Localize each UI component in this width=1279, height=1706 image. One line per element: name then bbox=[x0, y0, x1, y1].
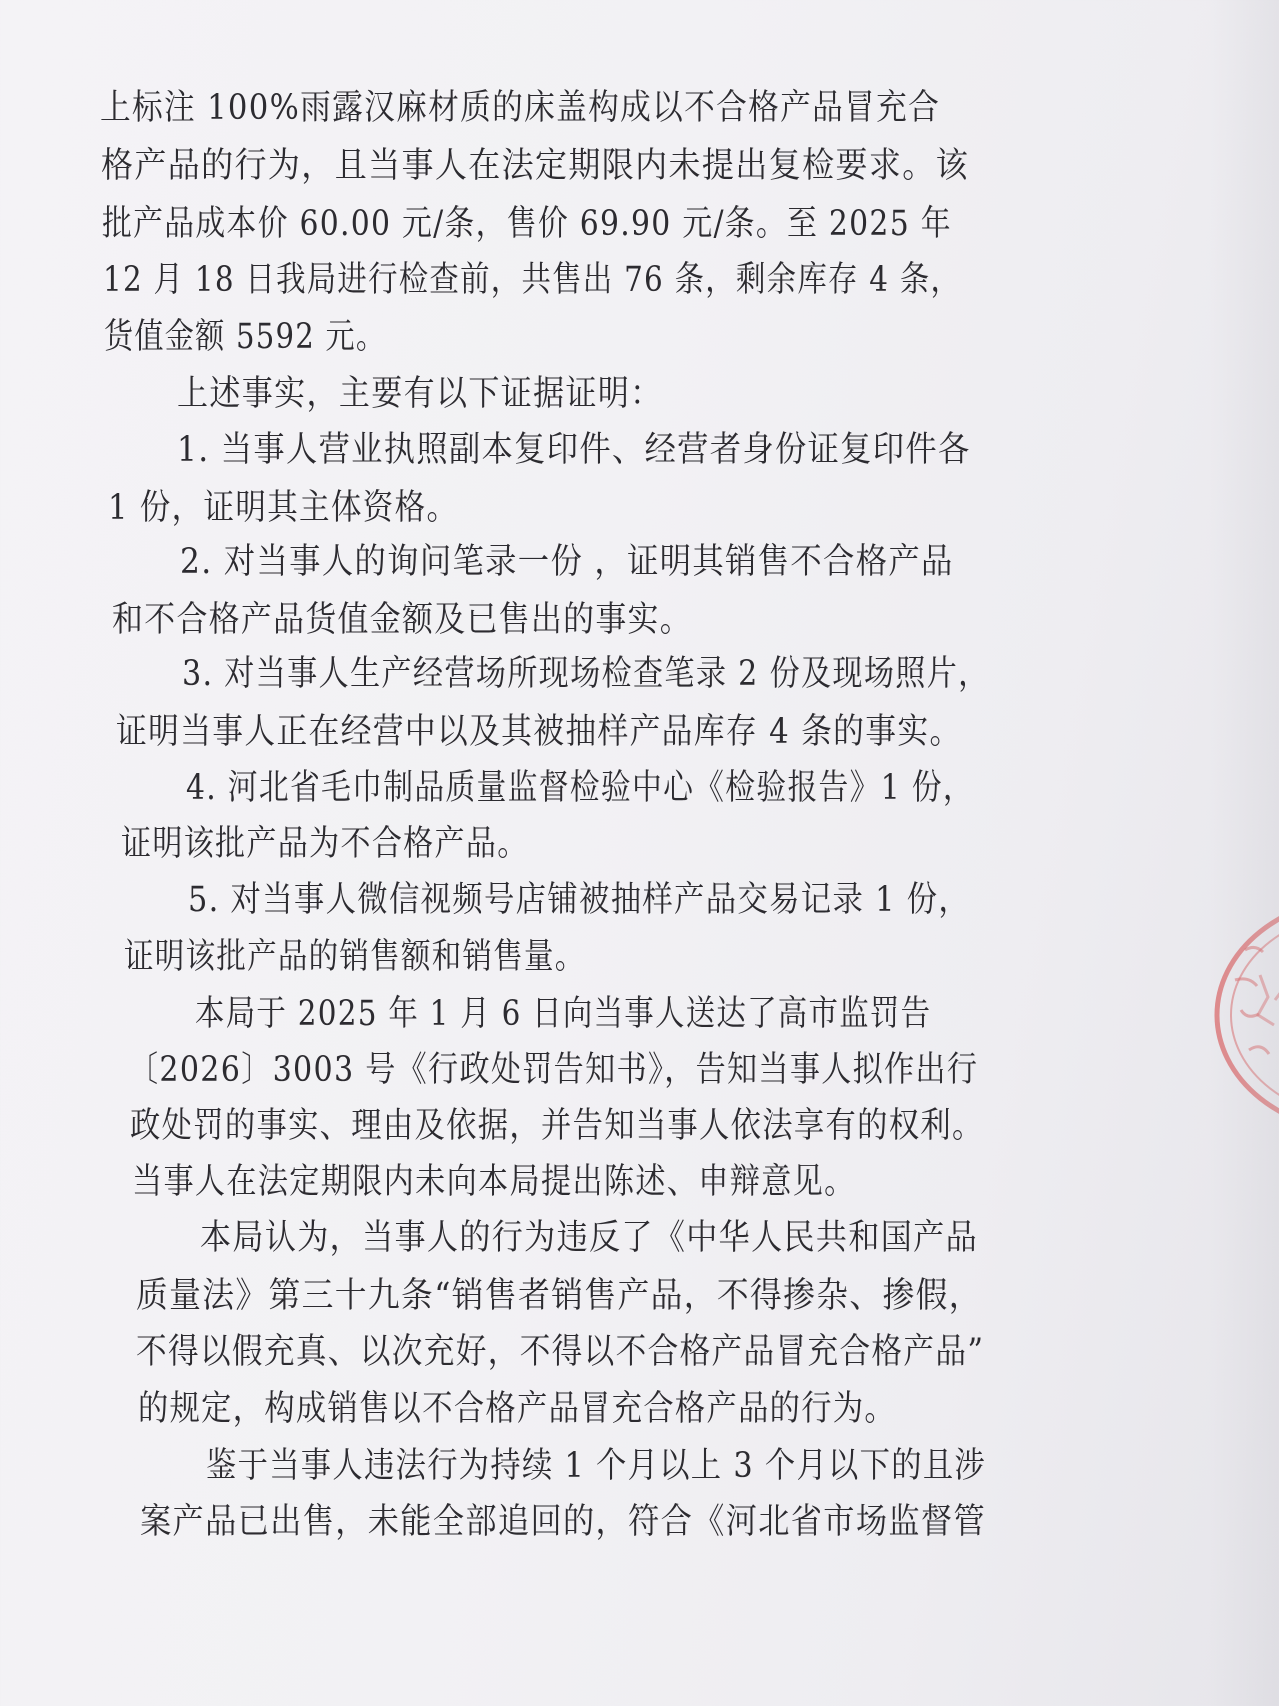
text-line: 1. 当事人营业执照副本复印件、经营者身份证复印件各 bbox=[177, 430, 971, 470]
text-line: 上标注 100%雨露汉麻材质的床盖构成以不合格产品冒充合 bbox=[100, 88, 941, 128]
text-line: 2. 对当事人的询问笔录一份 ，证明其销售不合格产品 bbox=[180, 542, 954, 582]
text-line: 证明该批产品为不合格产品。 bbox=[121, 824, 529, 864]
text-line: 上述事实，主要有以下证据证明： bbox=[177, 374, 663, 414]
text-line: 1 份，证明其主体资格。 bbox=[108, 488, 459, 528]
text-line: 当事人在法定期限内未向本局提出陈述、申辩意见。 bbox=[132, 1162, 856, 1202]
text-line: 证明该批产品的销售额和销售量。 bbox=[124, 937, 586, 977]
text-line: 〔2026〕3003 号《行政处罚告知书》，告知当事人拟作出行 bbox=[128, 1050, 979, 1090]
official-seal-icon bbox=[1205, 880, 1279, 1150]
text-line: 批产品成本价 60.00 元/条，售价 69.90 元/条。至 2025 年 bbox=[102, 204, 952, 244]
text-line: 3. 对当事人生产经营场所现场检查笔录 2 份及现场照片， bbox=[182, 654, 990, 694]
text-line: 5. 对当事人微信视频号店铺被抽样产品交易记录 1 份， bbox=[188, 880, 971, 920]
text-line: 和不合格产品货值金额及已售出的事实。 bbox=[112, 600, 693, 640]
text-line: 案产品已出售，未能全部追回的，符合《河北省市场监督管 bbox=[140, 1502, 987, 1542]
text-line: 鉴于当事人违法行为持续 1 个月以上 3 个月以下的且涉 bbox=[206, 1446, 987, 1486]
text-line: 4. 河北省毛巾制品质量监督检验中心《检验报告》1 份， bbox=[186, 768, 974, 808]
page-edge-shadow bbox=[1209, 0, 1279, 1706]
text-line: 12 月 18 日我局进行检查前，共售出 76 条，剩余库存 4 条， bbox=[103, 260, 962, 300]
text-line: 货值金额 5592 元。 bbox=[104, 317, 387, 357]
text-line: 质量法》第三十九条“销售者销售产品，不得掺杂、掺假， bbox=[136, 1276, 982, 1316]
text-line: 不得以假充真、以次充好，不得以不合格产品冒充合格产品” bbox=[136, 1332, 985, 1372]
text-line: 本局于 2025 年 1 月 6 日向当事人送达了高市监罚告 bbox=[195, 994, 932, 1034]
text-line: 政处罚的事实、理由及依据，并告知当事人依法享有的权利。 bbox=[130, 1106, 984, 1146]
text-line: 本局认为，当事人的行为违反了《中华人民共和国产品 bbox=[200, 1218, 979, 1258]
text-line: 证明当事人正在经营中以及其被抽样产品库存 4 条的事实。 bbox=[116, 712, 962, 752]
text-line: 的规定，构成销售以不合格产品冒充合格产品的行为。 bbox=[138, 1389, 897, 1429]
text-line: 格产品的行为，且当事人在法定期限内未提出复检要求。该 bbox=[101, 146, 970, 186]
